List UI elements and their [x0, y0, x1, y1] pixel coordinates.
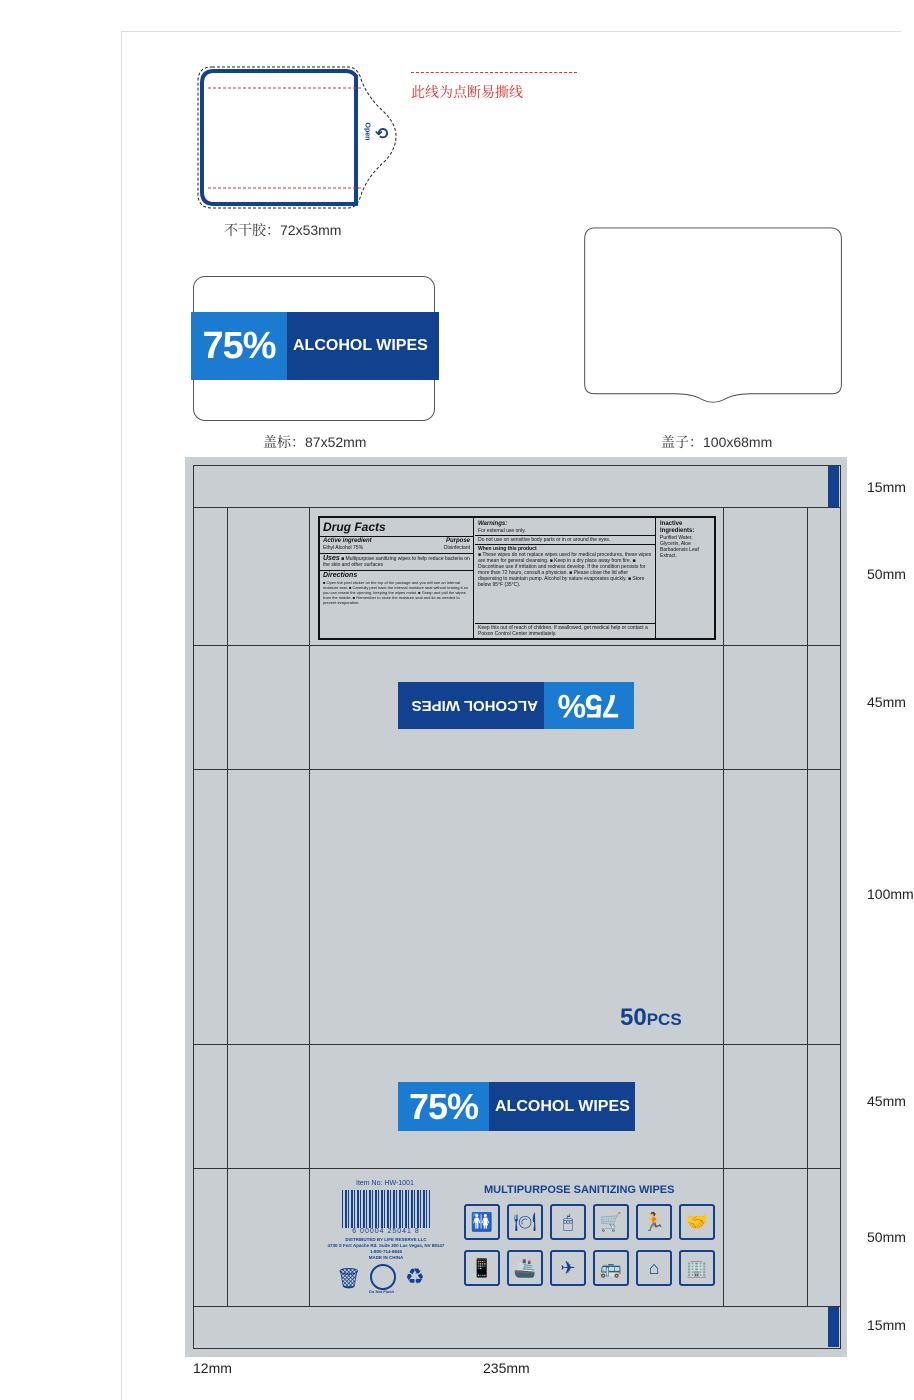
seal-bar-bottom — [828, 1307, 839, 1347]
active-values — [320, 545, 473, 554]
purpose-value: Disinfectant — [443, 545, 470, 551]
fold-line — [193, 1168, 841, 1169]
do-not-flush-label: Do Not Flush — [369, 1289, 394, 1294]
phone: 1-800-714-6845 — [369, 1249, 403, 1254]
badge-percent: 75% — [544, 682, 634, 729]
directions-section — [320, 571, 473, 606]
bus-icon: 🚌 — [593, 1250, 629, 1286]
uses-section — [320, 554, 473, 571]
dim-bottom-15: 15mm — [867, 1317, 906, 1333]
airplane-icon: ✈ — [550, 1250, 586, 1286]
drug-facts-title: Drug Facts — [320, 518, 473, 537]
fold-line — [193, 769, 841, 770]
fold-line — [807, 507, 808, 1306]
warnings-section — [475, 518, 655, 535]
inactive-heading: Inactive Ingredients: — [660, 521, 695, 534]
warnings-line-2: Do not use on sensitive body parts or in or around the eyes. — [475, 535, 655, 545]
inactive-text: Purified Water, Glycerin, Aloe Barbadensis Leaf Extract. — [660, 535, 699, 559]
boat-icon: 🚢 — [507, 1250, 543, 1286]
dining-icon: 🍽 — [507, 1204, 543, 1240]
when-heading: When using this product — [478, 546, 537, 552]
active-ingredient: Ethyl Alcohol 75% — [323, 545, 364, 551]
trash-icon: 🗑 — [336, 1268, 362, 1290]
drug-facts-right — [657, 518, 713, 638]
purpose-heading: Purpose — [445, 538, 470, 544]
item-number: Item No: HW-1001 — [356, 1180, 414, 1187]
badge-text: ALCOHOL WIPES — [398, 682, 544, 729]
lid-caption: 盖子：100x68mm — [661, 434, 773, 450]
dim-width-12: 12mm — [193, 1360, 232, 1376]
when-section — [475, 545, 655, 589]
phone-icon: 📱 — [464, 1250, 500, 1286]
active-row — [320, 537, 473, 545]
distributed-by: DISTRIBUTED BY LIFE RESERVE LLC — [345, 1237, 427, 1242]
directions-text: ■ Open the peel sticker on the top of the package and you will see an internal moisture seal. ■ Carefully peel back the internal moisture seal without tearing it so you can reseal the opening, keeping the wipes moist. ■ Grasp and pull the wipes from the middle. ■ Remember to close the moisture seal and lid as needed to prevent evaporation. — [323, 580, 468, 605]
recycle-icon: ♻ — [405, 1264, 425, 1289]
fold-line — [193, 1044, 841, 1045]
mouse-icon: 🖱 — [550, 1204, 586, 1240]
dim-top-50: 50mm — [867, 566, 906, 582]
dim-bottom-45: 45mm — [867, 1093, 906, 1109]
drug-facts-left — [320, 518, 474, 638]
fold-line — [227, 507, 228, 1306]
seal-bar-top — [828, 466, 839, 507]
active-heading: Active ingredient — [323, 538, 372, 544]
warnings-heading: Warnings: — [478, 521, 508, 527]
lid-outline — [576, 227, 851, 405]
fold-line — [309, 507, 310, 1306]
badge-text: ALCOHOL WIPES — [287, 312, 439, 380]
dim-top-45: 45mm — [867, 694, 906, 710]
tear-line-legend — [411, 72, 577, 73]
sticker-caption: 不干胶：72x53mm — [224, 222, 342, 238]
count-number: 50 — [620, 1004, 647, 1031]
badge-front — [398, 1082, 635, 1131]
fold-line — [193, 645, 841, 646]
fold-line — [193, 1306, 841, 1307]
badge-upside-down — [398, 682, 634, 729]
home-icon: ⌂ — [636, 1250, 672, 1286]
no-flush-icon — [370, 1264, 396, 1290]
directions-heading: Directions — [323, 572, 358, 579]
when-text: ■ These wipes do not replace wipes used for medical procedures, these wipes are mean for general cleansing. ■ Keep in a dry place away from fire. ■ Discontinue use if irritation and redness develop. If the condition persists for more than 72 hours, consult a physician. ■ Please close the lid after dispensing to maintain pump. Alcohol by nature evaporates quickly. ■ Store below 95°F (35°C). — [478, 552, 652, 588]
dim-top-15: 15mm — [867, 479, 906, 495]
drug-facts-panel — [318, 516, 716, 640]
distributor-info — [316, 1237, 456, 1261]
dim-width-235: 235mm — [483, 1360, 530, 1376]
badge-text: ALCOHOL WIPES — [489, 1082, 635, 1131]
open-label: Open — [363, 122, 371, 141]
label-caption: 盖标：87x52mm — [263, 434, 367, 450]
barcode — [342, 1190, 430, 1228]
uses-heading: MULTIPURPOSE SANITIZING WIPES — [484, 1184, 675, 1196]
uses-heading: Uses — [323, 555, 340, 562]
restroom-icon: 🚻 — [464, 1204, 500, 1240]
made-in: MADE IN CHINA — [368, 1255, 404, 1260]
fold-line — [723, 507, 724, 1306]
keep-away-text: Keep this out of reach of children. If swallowed, get medical help or contact a Poison Control Center immediately. — [475, 623, 655, 638]
shopping-icon: 🛒 — [593, 1204, 629, 1240]
handshake-icon: 🤝 — [679, 1204, 715, 1240]
warnings-line-1: For external use only. — [478, 528, 526, 534]
count-label — [620, 1004, 682, 1032]
open-arrow-icon: ⟲ — [375, 126, 389, 143]
drug-facts-middle — [475, 518, 656, 638]
tear-note: 此线为点断易撕线 — [411, 84, 523, 100]
barcode-digits: 6 00004 25041 8 — [352, 1228, 420, 1235]
dim-bottom-50: 50mm — [867, 1229, 906, 1245]
office-icon: 🏢 — [679, 1250, 715, 1286]
count-unit: PCS — [646, 1010, 682, 1029]
badge-lid-label — [191, 312, 439, 380]
address: 4730 S Fort Apache Rd. Suite 300 Las Vegas, NV 89147 — [327, 1243, 445, 1248]
exercise-icon: 🏃 — [636, 1204, 672, 1240]
badge-percent: 75% — [191, 312, 287, 380]
badge-percent: 75% — [398, 1082, 489, 1131]
uses-text: ■ Multipurpose sanitizing wipes to help reduce bacteria on the skin and other surfaces — [323, 556, 470, 568]
dim-100: 100mm — [867, 886, 914, 902]
fold-line — [193, 507, 841, 508]
